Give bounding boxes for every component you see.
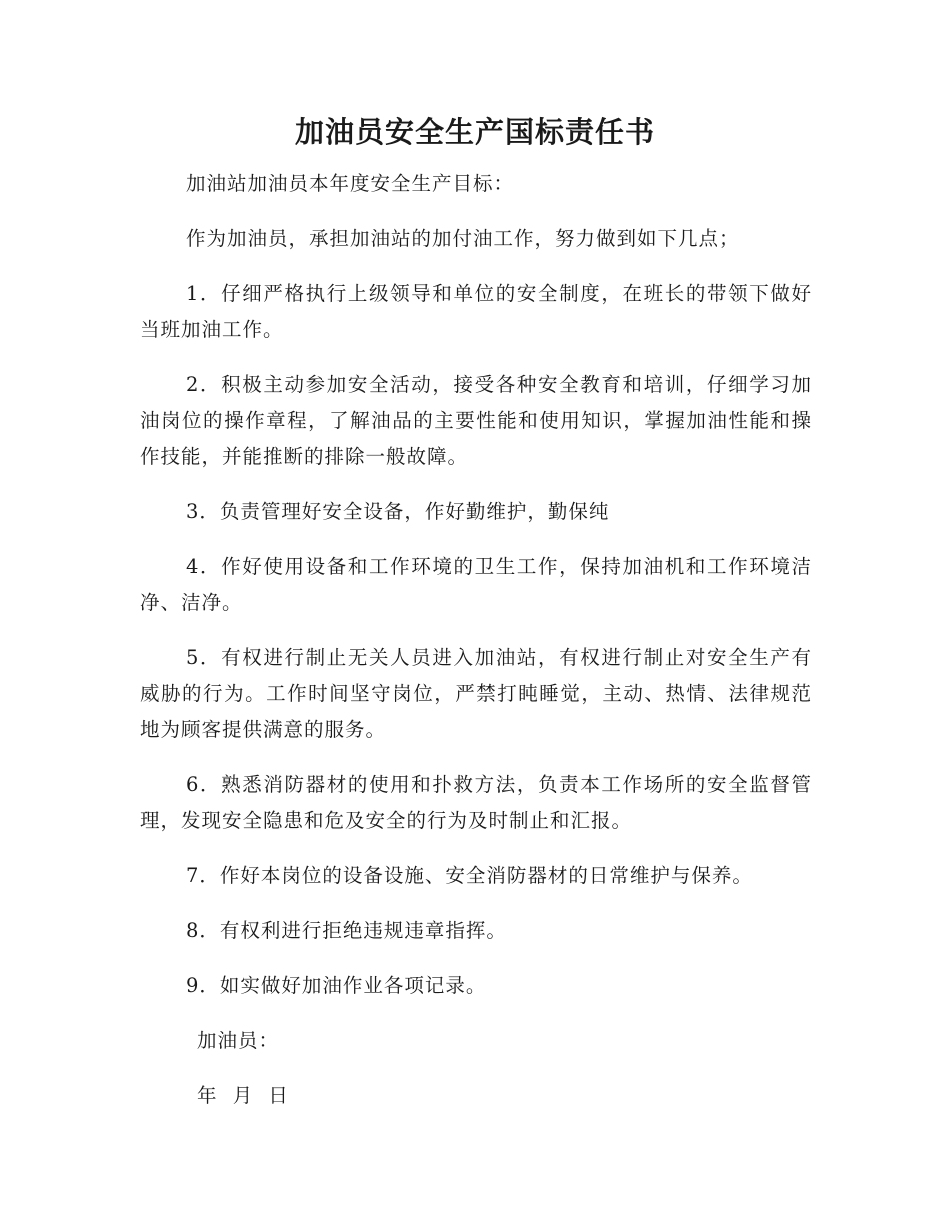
document-body (140, 166, 812, 1114)
signature-label: 加油员： (197, 1029, 280, 1052)
list-item: 7．作好本岗位的设备设施、安全消防器材的日常维护与保养。 (186, 864, 753, 887)
intro-paragraph: 加油站加油员本年度安全生产目标： (186, 172, 515, 195)
date-line: 年 月 日 (197, 1084, 289, 1107)
lead-paragraph: 作为加油员，承担加油站的加付油工作，努力做到如下几点； (186, 227, 740, 250)
document-title: 加油员安全生产国标责任书 (294, 115, 655, 149)
list-item: 3．负责管理好安全设备，作好勤维护，勤保纯 (186, 500, 610, 523)
list-item: 9．如实做好加油作业各项记录。 (186, 974, 487, 997)
list-item: 8．有权利进行拒绝违规违章指挥。 (186, 919, 507, 942)
list-item: 4．作好使用设备和工作环境的卫生工作，保持加油机和工作环境洁净、洁净。 (140, 555, 812, 614)
list-item: 5．有权进行制止无关人员进入加油站，有权进行制止对安全生产有威胁的行为。工作时间坚守岗位，严禁打盹睡觉，主动、热情、法律规范地为顾客提供满意的服务。 (140, 646, 812, 741)
list-item: 1．仔细严格执行上级领导和单位的安全制度，在班长的带领下做好当班加油工作。 (140, 282, 812, 341)
list-item: 2．积极主动参加安全活动，接受各种安全教育和培训，仔细学习加油岗位的操作章程，了解油品的主要性能和使用知识，掌握加油性能和操作技能，并能推断的排除一般故障。 (140, 373, 812, 468)
list-item: 6．熟悉消防器材的使用和扑救方法，负责本工作场所的安全监督管理，发现安全隐患和危及安全的行为及时制止和汇报。 (140, 773, 812, 832)
